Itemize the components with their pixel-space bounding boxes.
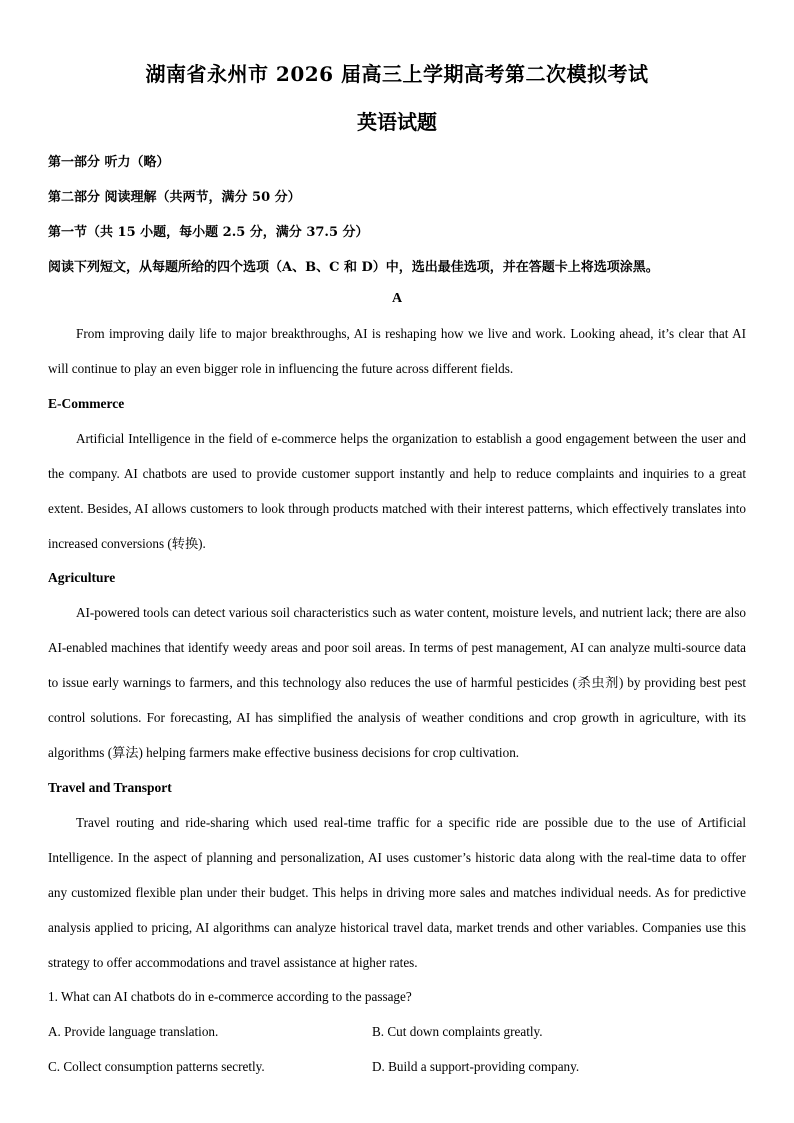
- heading-travel: Travel and Transport: [48, 780, 172, 795]
- question-1-option-c: C. Collect consumption patterns secretly.: [48, 1059, 265, 1074]
- section-one-heading: 第一节（共 15 小题，每小题 2.5 分，满分 37.5 分）: [48, 225, 369, 240]
- question-1-option-a: A. Provide language translation.: [48, 1024, 219, 1039]
- paragraph-travel: Travel routing and ride-sharing which used real-time traffic for a specific ride are possible due to the use of Artificial Intelligence. In the aspect of planning and personalization, AI uses customer’s historic data along with the real-time data to offer any customized flexible plan under their budget. This helps in driving more sales and matches individual needs. As for predictive analysis applied to pricing, AI algorithms can analyze historical travel data, market trends and other variables. Companies use this strategy to offer accommodations and travel assistance at higher rates.: [48, 815, 746, 970]
- question-1-stem: 1. What can AI chatbots do in e-commerce according to the passage?: [48, 989, 412, 1004]
- exam-subtitle: 英语试题: [357, 110, 437, 134]
- question-1-option-d: D. Build a support-providing company.: [372, 1059, 580, 1074]
- heading-agriculture: Agriculture: [48, 570, 116, 585]
- heading-ecommerce: E-Commerce: [48, 396, 125, 411]
- part-one-heading: 第一部分 听力（略）: [48, 155, 170, 170]
- paragraph-agriculture: AI-powered tools can detect various soil characteristics such as water content, moisture levels, and nutrient lack; there are also AI-enabled machines that identify weedy areas and poor soil areas. In terms of pest management, AI can analyze multi-source data to issue early warnings to farmers, and this technology also reduces the use of harmful pesticides (杀虫剂) by providing best pest control solutions. For forecasting, AI has simplified the analysis of weather conditions and crop growth in agriculture, with its algorithms (算法) helping farmers make effective business decisions for crop cultivation.: [48, 605, 746, 760]
- reading-instruction: 阅读下列短文，从每题所给的四个选项（A、B、C 和 D）中，选出最佳选项，并在答题卡上将选项涂黑。: [48, 260, 659, 275]
- exam-title: 湖南省永州市 2026 届高三上学期高考第二次模拟考试: [145, 62, 649, 86]
- paragraph-ecommerce: Artificial Intelligence in the field of e-commerce helps the organization to establish a good engagement between the user and the company. AI chatbots are used to provide customer support instantly and help to reduce complaints and inquiries to a great extent. Besides, AI allows customers to look through products matched with their interest patterns, which effectively translates into increased conversions (转换).: [48, 431, 746, 551]
- passage-intro: From improving daily life to major breakthroughs, AI is reshaping how we live and work. Looking ahead, it’s clear that AI will continue to play an even bigger role in influencing the future across different fields.: [48, 326, 746, 376]
- passage-label: A: [391, 291, 403, 306]
- part-two-heading: 第二部分 阅读理解（共两节，满分 50 分）: [48, 190, 301, 205]
- question-1-option-b: B. Cut down complaints greatly.: [372, 1024, 543, 1039]
